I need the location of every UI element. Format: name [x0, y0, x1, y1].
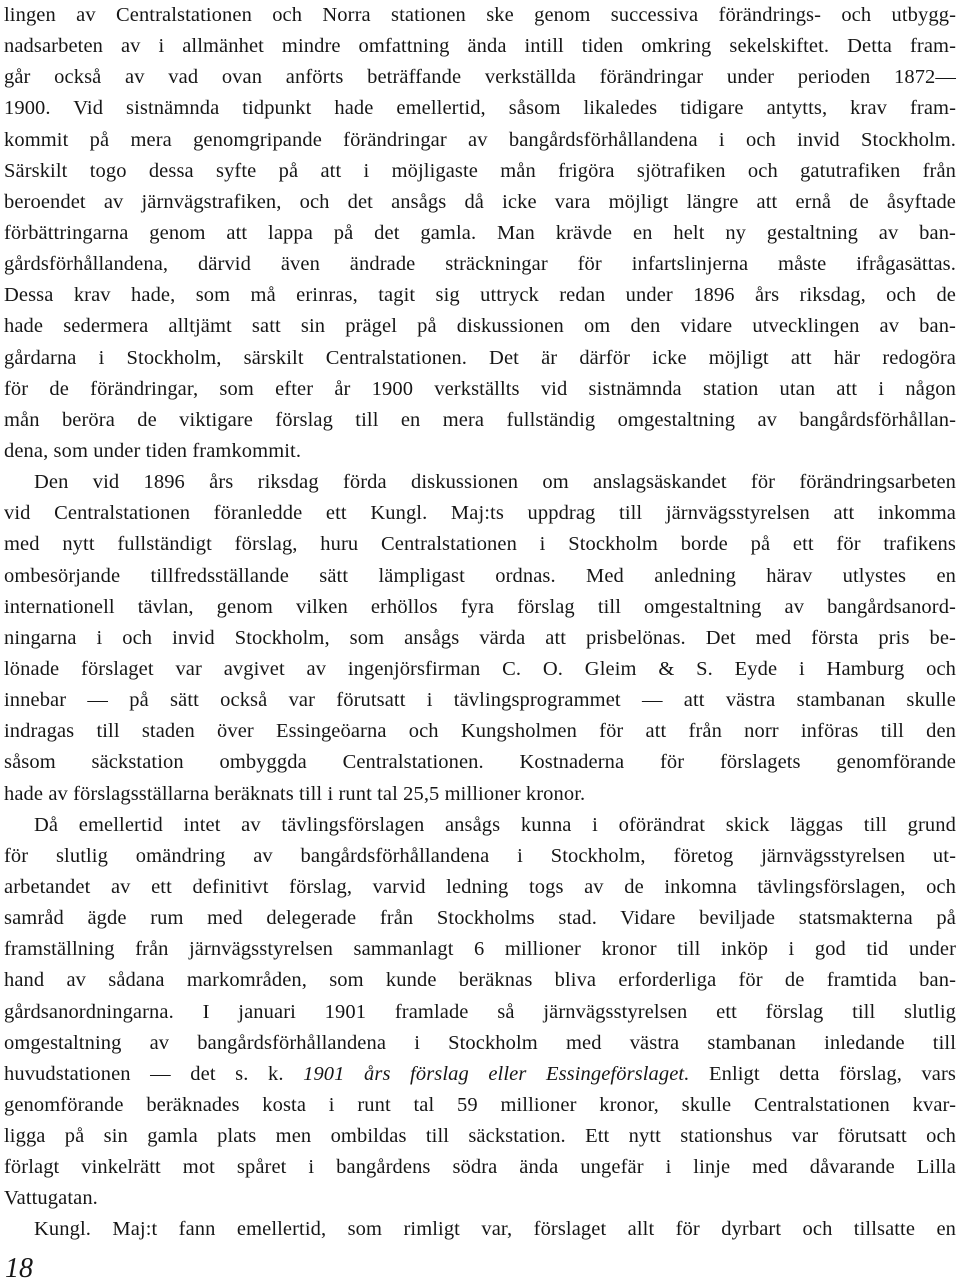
text-line: Vattugatan. — [4, 1187, 98, 1210]
text-line: hade sedermera alltjämt satt sin prägel på diskussionen om den vidare utvecklingen av ban- — [4, 315, 956, 338]
text-line: ningarna i och invid Stockholm, som ansågs värda att prisbelönas. Det med första pris be- — [4, 626, 956, 649]
text-line: mån beröra de viktigare förslag till en mera fullständig omgestaltning av bangårdsförhållan- — [4, 408, 956, 431]
text-line: Då emellertid intet av tävlingsförslagen ansågs kunna i oförändrat skick läggas till grund — [34, 813, 956, 836]
text-line: gårdarna i Stockholm, särskilt Centralstationen. Det är därför icke möjligt att här redogöra — [4, 346, 956, 369]
text-line: framställning från järnvägsstyrelsen sammanlagt 6 millioner kronor till inköp i god tid under — [4, 938, 956, 961]
text-line: internationell tävlan, genom vilken erhöllos fyra förslag till omgestaltning av bangårdsanord- — [4, 595, 956, 618]
text-line: samråd ägde rum med delegerade från Stockholms stad. Vidare beviljade statsmakterna på — [4, 907, 956, 930]
text-line: lingen av Centralstationen och Norra stationen ske genom successiva förändrings- och utbygg- — [4, 4, 956, 26]
text-line-with-title — [4, 1059, 956, 1090]
text-line: går också av vad ovan anförts beträffande verkställda förändringar under perioden 1872— — [4, 66, 956, 89]
text-line: hand av sådana markområden, som kunde beräknas bliva erforderliga för de framtida ban- — [4, 969, 956, 992]
text-line: innebar — på sätt också var förutsatt i tävlingsprogrammet — att västra stambanan skulle — [4, 689, 956, 712]
text-segment: huvudstationen — det s. k. — [4, 1062, 304, 1085]
text-line: lönade förslaget var avgivet av ingenjörsfirman C. O. Gleim & S. Eyde i Hamburg och — [4, 657, 956, 680]
text-line: för de förändringar, som efter år 1900 verkställts vid sistnämnda station utan att i någon — [4, 377, 956, 400]
text-line: genomförande beräknades kosta i runt tal 59 millioner kronor, skulle Centralstationen kvar- — [4, 1093, 956, 1116]
text-line: Kungl. Maj:t fann emellertid, som rimligt var, förslaget allt för dyrbart och tillsatte en — [34, 1218, 956, 1241]
proposal-title: 1901 års förslag eller Essingeförslaget. — [303, 1062, 690, 1085]
text-line: arbetandet av ett definitivt förslag, varvid ledning togs av de inkomna tävlingsförslagen, och — [4, 875, 956, 898]
text-line: Dessa krav hade, som må erinras, tagit sig uttryck redan under 1896 års riksdag, och de — [4, 284, 956, 307]
text-line: för slutlig omändring av bangårdsförhållandena i Stockholm, företog järnvägsstyrelsen ut- — [4, 844, 956, 867]
text-segment: Enligt detta förslag, vars — [689, 1062, 956, 1085]
text-line: förlagt vinkelrätt mot spåret i bangårdens södra ända ungefär i linje med dåvarande Lilla — [4, 1156, 956, 1179]
text-line: Särskilt togo dessa syfte på att i möjligaste mån frigöra sjötrafiken och gatutrafiken från — [4, 159, 956, 182]
text-line: nadsarbeten av i allmänhet mindre omfattning ända intill tiden omkring sekelskiftet. Detta fram- — [4, 35, 956, 58]
body-text — [4, 0, 956, 1246]
text-line: såsom säckstation ombyggda Centralstationen. Kostnaderna för förslagets genomförande — [4, 751, 956, 774]
text-line: indragas till staden över Essingeöarna och Kungsholmen för att från norr införas till den — [4, 720, 956, 743]
text-line: ligga på sin gamla plats men ombildas till säckstation. Ett nytt stationshus var förutsatt och — [4, 1125, 956, 1148]
page-number: 18 — [5, 1253, 33, 1284]
text-line: hade av förslagsställarna beräknats till i runt tal 25,5 millioner kronor. — [4, 782, 586, 805]
text-line: med nytt fullständigt förslag, huru Centralstationen i Stockholm borde på ett för trafikens — [4, 533, 956, 556]
text-line: Den vid 1896 års riksdag förda diskussionen om anslagsäskandet för förändringsarbeten — [34, 471, 956, 494]
text-line: gårdsförhållandena, därvid även ändrade sträckningar för infartslinjerna måste ifrågasättas. — [4, 253, 956, 276]
text-line: dena, som under tiden framkommit. — [4, 439, 302, 462]
text-line: 1900. Vid sistnämnda tidpunkt hade emellertid, såsom likaledes tidigare antytts, krav fram- — [4, 97, 956, 120]
text-line: gårdsanordningarna. I januari 1901 framlade så järnvägsstyrelsen ett förslag till slutlig — [4, 1000, 956, 1023]
text-line: vid Centralstationen föranledde ett Kungl. Maj:ts uppdrag till järnvägsstyrelsen att inkomma — [4, 502, 956, 525]
text-line: förbättringarna genom att lappa på det gamla. Man krävde en helt ny gestaltning av ban- — [4, 221, 956, 244]
text-line: beroendet av järnvägstrafiken, och det ansågs då icke vara möjligt längre att ernå de åsyftade — [4, 190, 956, 213]
text-line: omgestaltning av bangårdsförhållandena i Stockholm med västra stambanan inledande till — [4, 1031, 956, 1054]
text-line: ombesörjande tillfredsställande sätt lämpligast ordnas. Med anledning härav utlystes en — [4, 564, 956, 587]
text-line: kommit på mera genomgripande förändringar av bangårdsförhållandena i och invid Stockholm. — [4, 128, 956, 151]
